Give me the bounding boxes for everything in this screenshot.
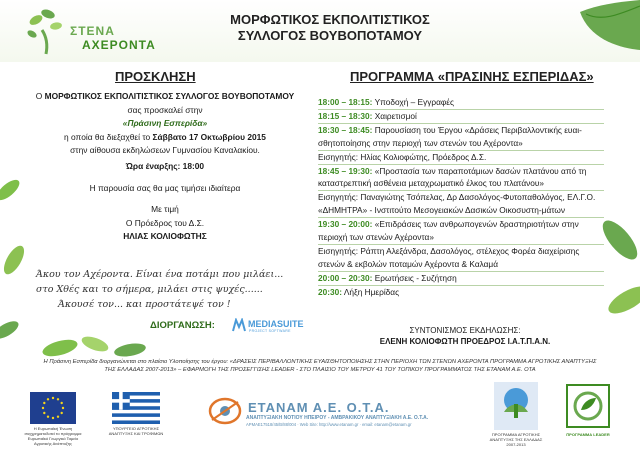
program-item-text: Εισηγητής: Ηλίας Κολιοφώτης, Πρόεδρος Δ.Σ.: [318, 151, 487, 162]
program-item-time: 20:30:: [318, 286, 342, 297]
honor-text: Η παρουσία σας θα μας τιμήσει ιδιαίτερα: [89, 182, 241, 193]
leader-logo-icon: [566, 384, 610, 428]
mediasuite-logo: [232, 317, 302, 335]
organization-title: [180, 12, 480, 44]
program-item-text: Υποδοχή – Εγγραφές: [372, 97, 454, 107]
bottom-leaves-icon: [40, 330, 160, 360]
program-item-text: Εισηγητής: Παναγιώτης Τσόπελας, Δρ Δασολόγος-Φυτοπαθολόγος, ΕΛ.Γ.Ο. «ΔΗΜΗΤΡΑ» - Ινστιτούτο Μεσογειακών Δασικών Οικοσυστη-μάτων: [318, 192, 596, 216]
program-item-time: 18:00 – 18:15:: [318, 97, 373, 107]
program-item: [318, 271, 604, 285]
event-name: «Πράσινη Εσπερίδα»: [122, 118, 208, 129]
org-title-line2: ΣΥΛΛΟΓΟΣ ΒΟΥΒΟΠΟΤΑΜΟΥ: [237, 28, 423, 43]
contact-name: ΕΛΕΝΗ ΚΟΛΙΟΦΩΤΗ ΠΡΟΕΔΡΟΣ Ι.Α.Τ.Π.Α.Ν.: [379, 337, 551, 346]
program-item-time: 18:45 – 19:30:: [318, 165, 373, 176]
program-item-text: Ερωτήσεις - Συζήτηση: [372, 272, 457, 283]
leader-caption: ΠΡΟΓΡΑΜΜΑ LEADER: [566, 432, 610, 437]
program-list: [318, 96, 604, 299]
program-item-time: 18:30 – 18:45:: [318, 124, 373, 135]
program-item-text: «Προστασία των παραποτάμιων δασών πλατάνου από τη καταστρεπτική ασθένεια μεταχρωματικό έλκος του πλατάνου»: [318, 165, 587, 189]
program-title: ΠΡΟΓΡΑΜΜΑ «ΠΡΑΣΙΝΗΣ ΕΣΠΕΡΙΔΑΣ»: [350, 69, 594, 84]
line4-prefix: η οποία θα διεξαχθεί το: [64, 131, 153, 142]
acheron-quote: [36, 267, 316, 312]
program-item-time: 19:30 – 20:00:: [318, 219, 373, 230]
program-item-text: Παρουσίαση του Έργου «Δράσεις Περιβαλλοντικής ευαι-σθητοποίησης στην περιοχή των στενών του Αχέροντα»: [318, 124, 582, 148]
organizer-label: ΔΙΟΡΓΑΝΩΣΗ:: [150, 320, 215, 331]
footnote-line1: Η Πράσινη Εσπερίδα διοργανώνεται στο πλαίσιο Υλοποίησης του έργου: «ΔΡΑΣΕΙΣ ΠΕΡΙΒΑΛΛΟΝΤΙΚΗΣ ΕΥΑΙΣΘΗΤΟΠΟΙΗΣΗΣ ΣΤΗΝ ΠΕΡΙΟΧΗ ΤΩΝ ΣΤΕΝΩΝ ΑΧΕΡΟΝΤΑ ΠΡΟΓΡΑΜΜΑ ΑΓΡΟΤΙΚΗΣ ΑΝΑΠΤΥΞΗΣ: [43, 359, 597, 365]
president-name: ΗΛΙΑΣ ΚΟΛΙΟΦΩΤΗΣ: [123, 231, 207, 242]
program-item: [318, 217, 604, 244]
stena-acheronta-logo: [24, 4, 156, 58]
logo-text-acheronta: ΑΧΕΡΟΝΤΑ: [82, 38, 156, 52]
president-role: Ο Πρόεδρος του Δ.Σ.: [125, 217, 205, 228]
invitation-line2: σας προσκαλεί στην: [127, 104, 203, 115]
corner-leaf-icon: [550, 0, 640, 60]
tree-logo-icon: [24, 6, 74, 56]
funding-footnote: [20, 358, 620, 374]
invitation-body: [0, 90, 330, 244]
start-time: Ώρα έναρξης: 18:00: [125, 160, 205, 171]
quote-line2: στο Χθές και το σήμερα, μιλάει στις ψυχές......: [36, 284, 263, 295]
etanam-subtitle: ΑΝΑΠΤΥΞΙΑΚΗ ΝΟΤΙΟΥ ΗΠΕΙΡΟΥ - ΑΜΒΡΑΚΙΚΟΥ ΑΝΑΠΤΥΞΙΑΚΗ Α.Ε. Ο.Τ.Α.: [246, 415, 429, 421]
eu-flag-icon: [30, 392, 76, 424]
program-item-text: Εισηγητής: Ράπτη Αλεξάνδρα, Δασολόγος, στέλεχος Φορέα διαχείρισης στενών & εκβολών ποταμών Αχέροντα & Καλαμά: [318, 245, 580, 269]
quote-line3: Άκουσέ τον... και προστάτεψέ τον !: [58, 299, 231, 310]
contact-label: ΣΥΝΤΟΝΙΣΜΟΣ ΕΚΔΗΛΩΣΗΣ:: [409, 326, 521, 335]
program-item: [318, 285, 604, 299]
eu-caption: Η Ευρωπαϊκή Ένωση συγχρηματοδοτεί το πρόγραμμα Ευρωπαϊκό Γεωργικό Ταμείο Αγροτικής Ανάπτυξης: [24, 426, 82, 446]
program-item: [318, 164, 604, 191]
invitation-line5: στην αίθουσα εκδηλώσεων Γυμνασίου Καναλακίου.: [70, 145, 260, 156]
program-item: [318, 96, 604, 109]
footnote-line2: ΤΗΣ ΕΛΛΑΔΑΣ 2007-2013» – ΕΦΑΡΜΟΓΗ ΤΗΣ ΠΡΟΣΕΓΓΙΣΗΣ LEADER - ΣΤΟ ΠΛΑΙΣΙΟ ΤΟΥ ΜΕΤΡΟΥ 41 ΤΟΥ ΤΟΠΙΚΟΥ ΠΡΟΓΡΑΜΜΑΤΟΣ ΤΗΣ ΕΤΑΝΑΜ Α.Ε. ΟΤΑ: [104, 367, 536, 373]
program-item-time: 18:15 – 18:30:: [318, 110, 373, 121]
mediasuite-mark-icon: [232, 318, 246, 332]
logo-text-stena: ΣΤΕΝΑ: [70, 24, 115, 38]
org-title-line1: ΜΟΡΦΩΤΙΚΟΣ ΕΚΠΟΛΙΤΙΣΤΙΚΟΣ: [230, 12, 430, 27]
regards-text: Με τιμή: [151, 204, 179, 215]
greek-flag-icon: [112, 392, 160, 424]
rural-programme-logo-icon: [494, 382, 538, 430]
program-item-text: Χαιρετισμοί: [372, 110, 417, 121]
greek-ministry-caption: ΥΠΟΥΡΓΕΙΟ ΑΓΡΟΤΙΚΗΣ ΑΝΑΠΤΥΞΗΣ ΚΑΙ ΤΡΟΦΙΜΩΝ: [108, 426, 164, 436]
program-item: [318, 123, 604, 150]
mediasuite-name: MEDIASUITE: [248, 319, 304, 329]
org-name-bold: ΜΟΡΦΩΤΙΚΟΣ ΕΚΠΟΛΙΤΙΣΤΙΚΟΣ ΣΥΛΛΟΓΟΣ ΒΟΥΒΟΠΟΤΑΜΟΥ: [44, 91, 295, 101]
quote-line1: Άκου τον Αχέροντα. Είναι ένα ποτάμι που μιλάει...: [36, 269, 284, 280]
event-date: Σάββατο 17 Οκτωβρίου 2015: [152, 131, 266, 142]
etanam-address: ΑΡΜΑΕ17518/45/B/88/004 · Web Site: http://www.etanam.gr · email: etanam@etanam.gr: [246, 422, 412, 427]
program-item: [318, 244, 604, 271]
etanam-logo-icon: [208, 396, 242, 426]
program-item: [318, 190, 604, 217]
line1-prefix: Ο: [35, 91, 45, 101]
event-coordination: [355, 325, 575, 347]
program-item-text: Λήξη Ημερίδας: [341, 286, 400, 297]
invitation-title: ΠΡΟΣΚΛΗΣΗ: [115, 69, 196, 84]
invitation-line1: [0, 90, 330, 104]
rural-programme-caption: ΠΡΟΓΡΑΜΜΑ ΑΓΡΟΤΙΚΗΣ ΑΝΑΠΤΥΞΗΣ ΤΗΣ ΕΛΛΑΔΑΣ 2007-2013: [489, 432, 543, 447]
program-item-text: «Επιδράσεις των ανθρωπογενών δραστηριοτήτων στην περιοχή των στενών Αχέροντα»: [318, 219, 579, 243]
program-item: [318, 109, 604, 123]
etanam-name: ΕΤΑΝΑΜ Α.Ε. Ο.Τ.Α.: [248, 400, 390, 415]
invitation-line4: [0, 131, 330, 145]
program-item-time: 20:00 – 20:30:: [318, 272, 373, 283]
program-item: [318, 150, 604, 164]
mediasuite-sub: PROJECT SOFTWARE: [249, 329, 291, 333]
